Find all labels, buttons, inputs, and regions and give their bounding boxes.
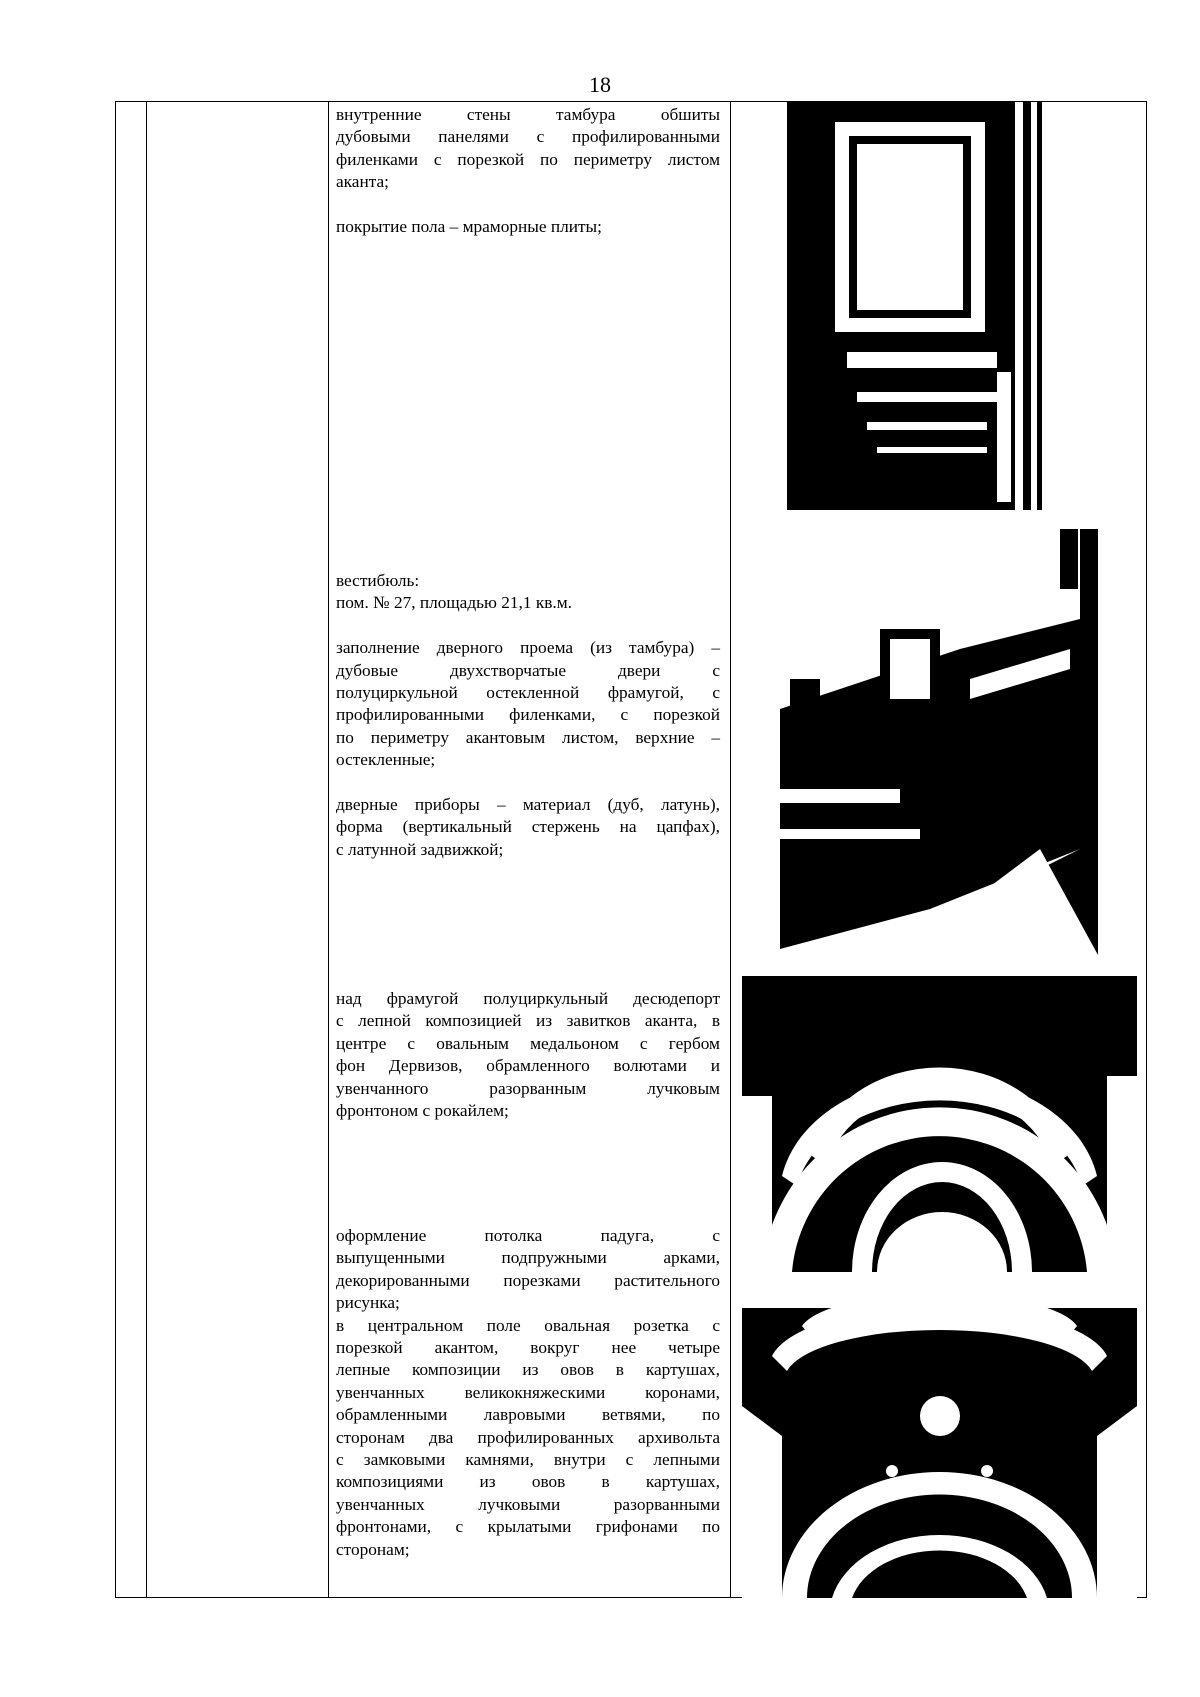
text-line: центре с овальным медальоном с гербом — [336, 1033, 720, 1053]
text-line: композициями из овов в картушах, — [336, 1472, 720, 1492]
text-block-dessudeport — [336, 988, 720, 1122]
column-divider — [730, 102, 731, 1597]
text-line: аканта; — [336, 172, 389, 192]
text-line: профилированными филенками, с порезкой — [336, 705, 720, 725]
photo-dessudeport — [742, 976, 1137, 1272]
text-line: вестибюль: — [336, 571, 420, 590]
text-block-ceiling — [336, 1225, 720, 1561]
text-line: увенчанных лучковыми разорванными — [336, 1494, 720, 1514]
text-line: дубовые двухстворчатые двери с — [336, 660, 720, 680]
text-line: фронтонами, с крылатыми грифонами по — [336, 1517, 720, 1537]
text-line: сторонам два профилированных архивольта — [336, 1427, 720, 1447]
text-line: полуциркульной остекленной фрамугой, с — [336, 683, 720, 703]
text-line: с замковыми камнями, внутри с лепными — [336, 1450, 720, 1470]
text-line: лепные композиции из овов в картушах, — [336, 1360, 720, 1380]
column-divider — [146, 102, 147, 1597]
text-line: оформление потолка падуга, с — [336, 1226, 720, 1245]
text-line: по периметру акантовым листом, верхние – — [336, 727, 720, 747]
text-line: увенчанного разорванным лучковым — [336, 1078, 720, 1098]
text-line: фон Дервизов, обрамленного волютами и — [336, 1056, 720, 1076]
text-line: с лепной композицией из завитков аканта, в — [336, 1011, 720, 1031]
text-line — [336, 194, 720, 216]
text-line: сторонам; — [336, 1539, 410, 1559]
text-line: в центральном поле овальная розетка с — [336, 1315, 720, 1335]
page-number: 18 — [589, 72, 611, 97]
text-line: покрытие пола – мраморные плиты; — [336, 217, 602, 237]
text-line: с латунной задвижкой; — [336, 839, 504, 859]
text-line: обрамленными лавровыми ветвями, по — [336, 1405, 720, 1425]
column-divider — [328, 102, 329, 1597]
text-line: фронтоном с рокайлем; — [336, 1101, 509, 1121]
text-block-tambur — [336, 104, 720, 238]
text-line: форма (вертикальный стержень на цапфах), — [336, 817, 720, 837]
text-block-vestibule — [336, 570, 720, 861]
photo-ceiling-rosette — [742, 1296, 1137, 1598]
text-line: филенками с порезкой по периметру листом — [336, 149, 720, 169]
text-line — [336, 772, 720, 794]
text-line: рисунка; — [336, 1293, 400, 1313]
text-line: дверные приборы – материал (дуб, латунь), — [336, 795, 720, 815]
text-line: заполнение дверного проема (из тамбура) – — [336, 638, 720, 658]
text-line: выпущенными подпружными арками, — [336, 1248, 720, 1268]
text-line: внутренние стены тамбура обшиты — [336, 105, 720, 124]
text-line: над фрамугой полуциркульный десюдепорт — [336, 989, 720, 1008]
text-line: пом. № 27, площадью 21,1 кв.м. — [336, 593, 572, 613]
text-line: порезкой акантом, вокруг нее четыре — [336, 1338, 720, 1358]
text-line: увенчанных великокняжескими коронами, — [336, 1382, 720, 1402]
text-line: декорированными порезками растительного — [336, 1270, 720, 1290]
photo-vestibule-doors — [780, 529, 1098, 955]
text-line: дубовыми панелями с профилированными — [336, 127, 720, 147]
text-line: остекленные; — [336, 750, 436, 770]
photo-tambur-panels — [787, 102, 1049, 510]
text-line — [336, 615, 720, 637]
